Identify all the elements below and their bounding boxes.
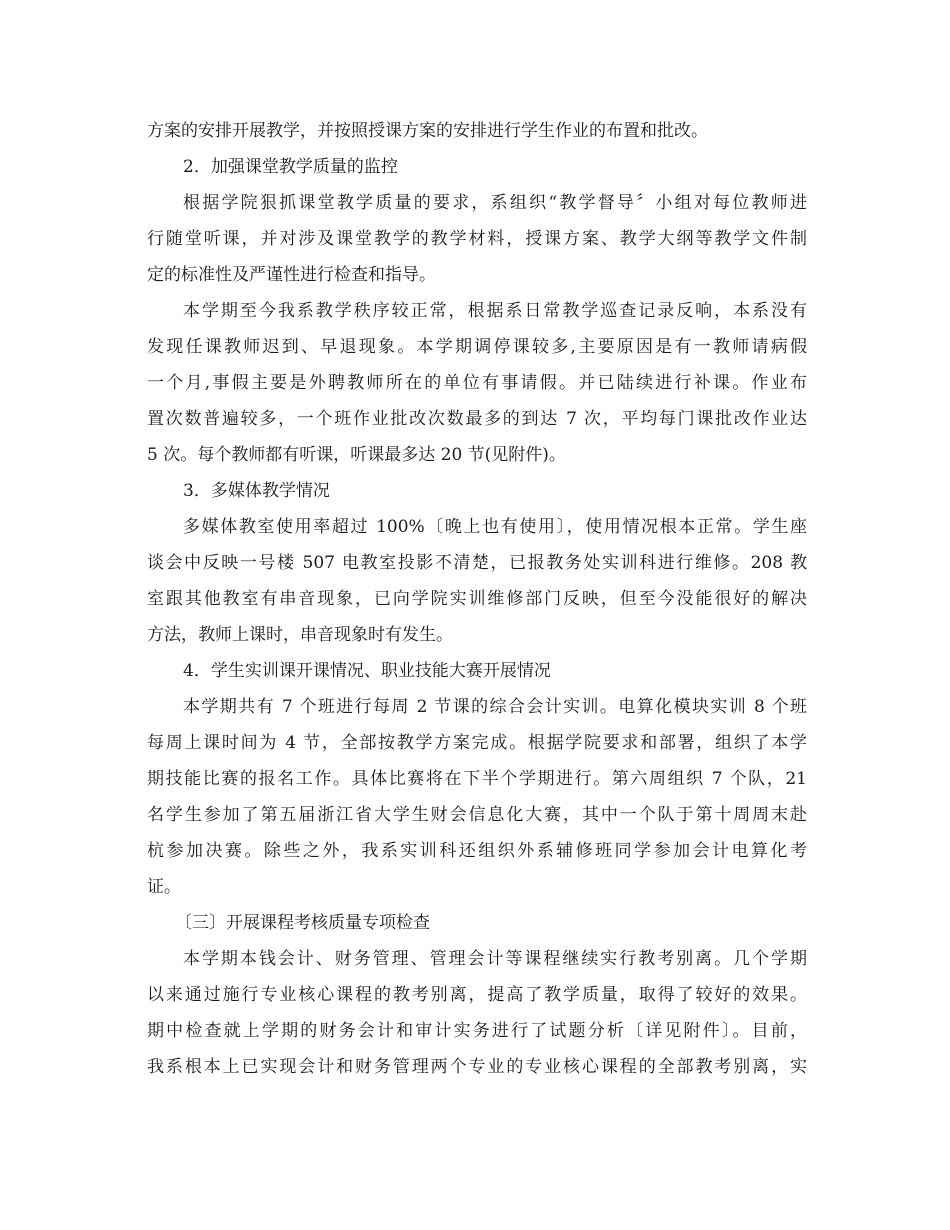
- text-line: 以来通过施行专业核心课程的教考别离，提高了教学质量，取得了较好的效果。: [147, 985, 807, 1005]
- text-line: 方法，教师上课时，串音现象时有发生。: [147, 625, 453, 645]
- text-line: 我系根本上已实现会计和财务管理两个专业的专业核心课程的全部教考别离，实: [147, 1057, 807, 1077]
- section-subheading: 4．学生实训课开课情况、职业技能大赛开展情况: [183, 661, 551, 681]
- text-line: 根据学院狠抓课堂教学质量的要求，系组织“教学督导〞小组对每位教师进: [183, 193, 807, 213]
- section-heading: 〔三〕开展课程考核质量专项检查: [175, 913, 430, 933]
- text-line: 证。: [147, 877, 181, 897]
- text-line: 本学期至今我系教学秩序较正常，根据系日常教学巡查记录反响，本系没有: [183, 301, 807, 321]
- text-line: 期中检查就上学期的财务会计和审计实务进行了试题分析〔详见附件〕。目前，: [147, 1021, 807, 1041]
- text-line: 名学生参加了第五届浙江省大学生财会信息化大赛，其中一个队于第十周周末赴: [147, 805, 807, 825]
- text-line: 多媒体教室使用率超过 100%〔晚上也有使用〕，使用情况根本正常。学生座: [183, 517, 807, 537]
- text-line: 每周上课时间为 4 节，全部按教学方案完成。根据学院要求和部署，组织了本学: [147, 733, 807, 753]
- text-line: 室跟其他教室有串音现象，已向学院实训维修部门反映，但至今没能很好的解决: [147, 589, 807, 609]
- text-line: 一个月,事假主要是外聘教师所在的单位有事请假。并已陆续进行补课。作业布: [147, 373, 807, 393]
- text-line: 发现任课教师迟到、早退现象。本学期调停课较多,主要原因是有一教师请病假: [147, 337, 807, 357]
- text-line: 杭参加决赛。除些之外，我系实训科还组织外系辅修班同学参加会计电算化考: [147, 841, 807, 861]
- document-body: [147, 113, 807, 1085]
- text-line: 期技能比赛的报名工作。具体比赛将在下半个学期进行。第六周组织 7 个队，21: [147, 769, 807, 789]
- text-line: 本学期共有 7 个班进行每周 2 节课的综合会计实训。电算化模块实训 8 个班: [183, 697, 807, 717]
- text-line: 方案的安排开展教学，并按照授课方案的安排进行学生作业的布置和批改。: [147, 121, 708, 141]
- text-line: 定的标准性及严谨性进行检查和指导。: [147, 265, 436, 285]
- text-line: 5 次。每个教师都有听课，听课最多达 20 节(见附件)。: [147, 445, 566, 465]
- section-subheading: 2．加强课堂教学质量的监控: [183, 157, 398, 177]
- text-line: 谈会中反映一号楼 507 电教室投影不清楚，已报教务处实训科进行维修。208 教: [147, 553, 807, 573]
- section-subheading: 3．多媒体教学情况: [183, 481, 330, 501]
- text-line: 本学期本钱会计、财务管理、管理会计等课程继续实行教考别离。几个学期: [183, 949, 807, 969]
- text-line: 行随堂听课，并对涉及课堂教学的教学材料，授课方案、教学大纲等教学文件制: [147, 229, 807, 249]
- text-line: 置次数普遍较多，一个班作业批改次数最多的到达 7 次，平均每门课批改作业达: [147, 409, 807, 429]
